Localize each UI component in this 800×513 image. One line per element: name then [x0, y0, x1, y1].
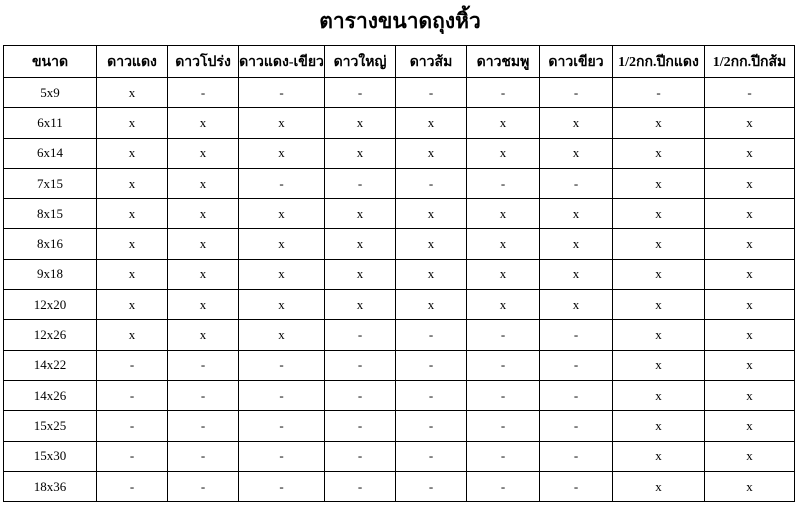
availability-cell: x [705, 138, 795, 168]
availability-cell: x [97, 199, 168, 229]
table-row [4, 411, 795, 441]
availability-cell: x [613, 471, 705, 501]
availability-cell: x [613, 259, 705, 289]
availability-cell: - [467, 78, 540, 108]
availability-cell: - [168, 441, 239, 471]
availability-cell: x [705, 199, 795, 229]
availability-cell: x [325, 199, 396, 229]
size-cell: 9x18 [4, 259, 97, 289]
availability-cell: x [540, 108, 613, 138]
availability-cell: - [396, 441, 467, 471]
availability-cell: x [705, 290, 795, 320]
availability-cell: - [396, 320, 467, 350]
availability-cell: - [97, 441, 168, 471]
availability-cell: - [325, 350, 396, 380]
availability-cell: x [705, 108, 795, 138]
availability-cell: x [168, 138, 239, 168]
availability-cell: x [239, 320, 325, 350]
availability-cell: x [613, 380, 705, 410]
page-title: ตารางขนาดถุงหิ้ว [319, 9, 481, 33]
availability-cell: x [613, 320, 705, 350]
availability-cell: - [168, 411, 239, 441]
availability-cell: - [540, 320, 613, 350]
availability-cell: x [168, 259, 239, 289]
availability-cell: - [396, 78, 467, 108]
column-header: ดาวส้ม [396, 46, 467, 78]
availability-cell: x [705, 411, 795, 441]
availability-cell: - [325, 78, 396, 108]
availability-cell: x [97, 290, 168, 320]
size-cell: 14x26 [4, 380, 97, 410]
table-row [4, 441, 795, 471]
availability-cell: x [613, 168, 705, 198]
availability-cell: - [325, 411, 396, 441]
size-cell: 15x30 [4, 441, 97, 471]
availability-cell: x [396, 138, 467, 168]
size-cell: 8x15 [4, 199, 97, 229]
availability-cell: - [239, 441, 325, 471]
availability-cell: x [613, 199, 705, 229]
size-cell: 7x15 [4, 168, 97, 198]
availability-cell: x [168, 290, 239, 320]
availability-cell: x [540, 138, 613, 168]
availability-cell: x [325, 229, 396, 259]
availability-cell: x [613, 441, 705, 471]
availability-cell: x [168, 199, 239, 229]
availability-cell: x [613, 411, 705, 441]
availability-cell: - [467, 411, 540, 441]
column-header: ดาวใหญ่ [325, 46, 396, 78]
availability-cell: - [540, 411, 613, 441]
availability-cell: x [467, 138, 540, 168]
availability-cell: x [396, 259, 467, 289]
availability-cell: - [540, 350, 613, 380]
availability-cell: - [239, 78, 325, 108]
availability-cell: x [239, 138, 325, 168]
availability-cell: x [467, 199, 540, 229]
size-cell: 12x20 [4, 290, 97, 320]
availability-cell: x [705, 471, 795, 501]
availability-cell: x [613, 290, 705, 320]
availability-cell: x [705, 380, 795, 410]
availability-cell: - [705, 78, 795, 108]
table-header-row [4, 46, 795, 78]
availability-cell: x [97, 108, 168, 138]
availability-cell: x [705, 350, 795, 380]
size-cell: 8x16 [4, 229, 97, 259]
availability-cell: - [239, 168, 325, 198]
table-row [4, 471, 795, 501]
availability-cell: - [168, 350, 239, 380]
availability-cell: x [97, 78, 168, 108]
availability-cell: x [396, 290, 467, 320]
availability-cell: - [97, 350, 168, 380]
availability-cell: - [168, 380, 239, 410]
size-cell: 18x36 [4, 471, 97, 501]
availability-cell: x [168, 229, 239, 259]
column-header: 1/2กก.ปีกส้ม [705, 46, 795, 78]
size-cell: 6x11 [4, 108, 97, 138]
column-header: ดาวชมพู [467, 46, 540, 78]
availability-cell: x [396, 199, 467, 229]
availability-cell: - [540, 471, 613, 501]
availability-cell: - [325, 168, 396, 198]
table-row [4, 259, 795, 289]
availability-cell: x [613, 229, 705, 259]
availability-cell: - [540, 168, 613, 198]
size-cell: 12x26 [4, 320, 97, 350]
availability-cell: - [613, 78, 705, 108]
availability-cell: x [239, 259, 325, 289]
column-header: ดาวโปร่ง [168, 46, 239, 78]
availability-cell: - [396, 168, 467, 198]
availability-cell: x [168, 320, 239, 350]
availability-cell: x [239, 229, 325, 259]
availability-cell: x [540, 229, 613, 259]
table-row [4, 199, 795, 229]
size-cell: 15x25 [4, 411, 97, 441]
bag-size-table [3, 45, 795, 502]
availability-cell: x [613, 138, 705, 168]
table-row [4, 290, 795, 320]
availability-cell: x [705, 229, 795, 259]
availability-cell: - [467, 320, 540, 350]
availability-cell: x [705, 259, 795, 289]
table-body [4, 78, 795, 502]
availability-cell: x [705, 320, 795, 350]
availability-cell: - [540, 441, 613, 471]
availability-cell: x [396, 229, 467, 259]
availability-cell: x [97, 320, 168, 350]
availability-cell: - [540, 78, 613, 108]
size-cell: 14x22 [4, 350, 97, 380]
column-header-size: ขนาด [4, 46, 97, 78]
availability-cell: - [325, 471, 396, 501]
availability-cell: - [467, 441, 540, 471]
availability-cell: x [325, 259, 396, 289]
availability-cell: - [325, 441, 396, 471]
availability-cell: x [540, 290, 613, 320]
availability-cell: - [168, 78, 239, 108]
availability-cell: - [97, 411, 168, 441]
column-header: ดาวเขียว [540, 46, 613, 78]
availability-cell: x [168, 168, 239, 198]
availability-cell: x [613, 350, 705, 380]
availability-cell: x [239, 199, 325, 229]
availability-cell: x [325, 138, 396, 168]
column-header: ดาวแดง-เขียว [239, 46, 325, 78]
availability-cell: - [396, 411, 467, 441]
availability-cell: - [168, 471, 239, 501]
availability-cell: x [239, 108, 325, 138]
availability-cell: x [467, 290, 540, 320]
availability-cell: - [467, 380, 540, 410]
availability-cell: x [705, 441, 795, 471]
availability-cell: - [239, 350, 325, 380]
availability-cell: - [467, 471, 540, 501]
table-row [4, 108, 795, 138]
table-row [4, 380, 795, 410]
availability-cell: - [396, 380, 467, 410]
availability-cell: x [239, 290, 325, 320]
table-row [4, 320, 795, 350]
table-row [4, 350, 795, 380]
table-row [4, 138, 795, 168]
availability-cell: - [97, 471, 168, 501]
availability-cell: - [239, 380, 325, 410]
table-row [4, 229, 795, 259]
table-row [4, 168, 795, 198]
size-cell: 5x9 [4, 78, 97, 108]
availability-cell: x [467, 108, 540, 138]
availability-cell: x [325, 108, 396, 138]
availability-cell: x [613, 108, 705, 138]
column-header: 1/2กก.ปีกแดง [613, 46, 705, 78]
availability-cell: x [467, 229, 540, 259]
availability-cell: - [467, 350, 540, 380]
availability-cell: x [325, 290, 396, 320]
availability-cell: x [396, 108, 467, 138]
availability-cell: - [97, 380, 168, 410]
availability-cell: - [239, 411, 325, 441]
availability-cell: - [325, 380, 396, 410]
size-cell: 6x14 [4, 138, 97, 168]
availability-cell: - [540, 380, 613, 410]
availability-cell: - [467, 168, 540, 198]
availability-cell: x [97, 168, 168, 198]
availability-cell: - [325, 320, 396, 350]
availability-cell: x [97, 229, 168, 259]
availability-cell: x [467, 259, 540, 289]
availability-cell: x [97, 259, 168, 289]
availability-cell: x [168, 108, 239, 138]
availability-cell: x [97, 138, 168, 168]
availability-cell: x [705, 168, 795, 198]
availability-cell: - [396, 471, 467, 501]
table-row [4, 78, 795, 108]
availability-cell: x [540, 259, 613, 289]
availability-cell: x [540, 199, 613, 229]
column-header: ดาวแดง [97, 46, 168, 78]
availability-cell: - [239, 471, 325, 501]
availability-cell: - [396, 350, 467, 380]
